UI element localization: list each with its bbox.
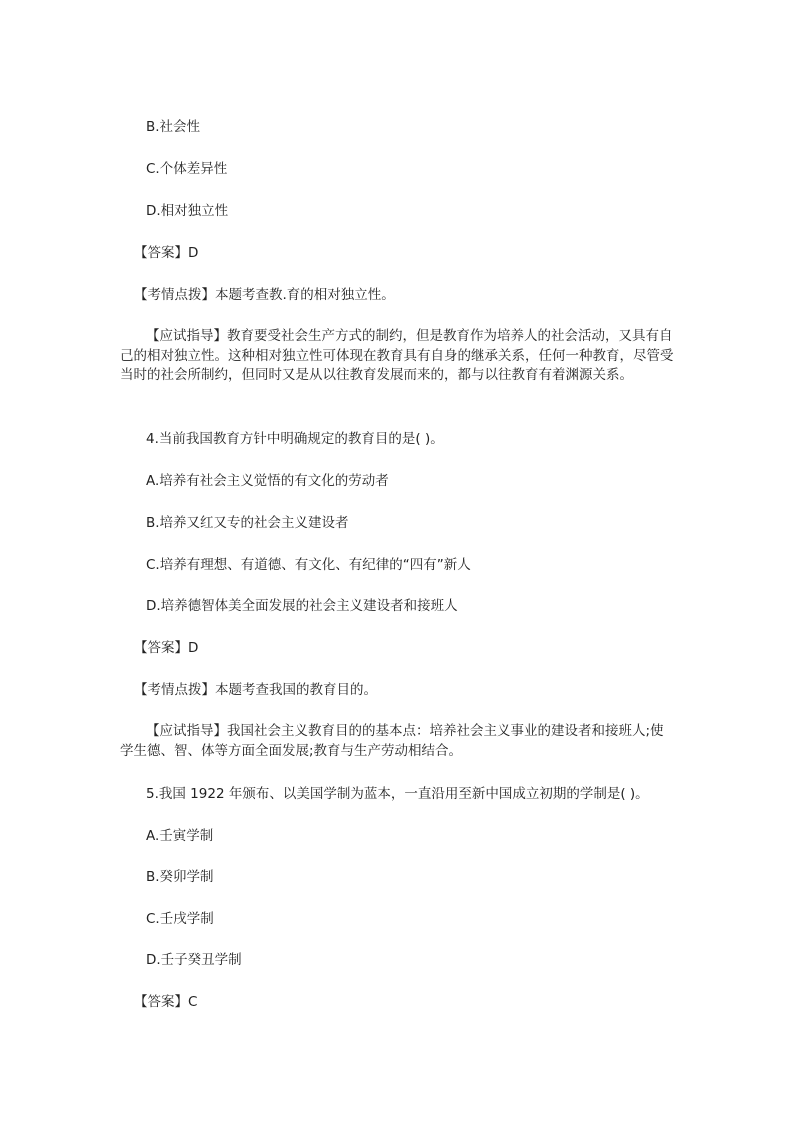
q5-option-a: A.壬寅学制 (146, 828, 214, 844)
q5-question: 5.我国 1922 年颁布、以美国学制为蓝本，一直沿用至新中国成立初期的学制是( )。 (146, 786, 649, 802)
q4-analysis: 【考情点拨】本题考查我国的教育目的。 (134, 682, 377, 698)
q4-answer: 【答案】D (134, 640, 199, 656)
q3-answer: 【答案】D (134, 245, 199, 261)
q4-option-d: D.培养德智体美全面发展的社会主义建设者和接班人 (146, 598, 458, 614)
q5-option-d: D.壬子癸丑学制 (146, 952, 242, 968)
q4-option-b: B.培养又红又专的社会主义建设者 (146, 515, 349, 531)
q4-option-c: C.培养有理想、有道德、有文化、有纪律的“四有”新人 (146, 557, 471, 573)
q4-option-a: A.培养有社会主义觉悟的有文化的劳动者 (146, 473, 389, 489)
q5-answer: 【答案】C (134, 994, 198, 1010)
q3-option-c: C.个体差异性 (146, 161, 228, 177)
q5-option-b: B.癸卯学制 (146, 869, 214, 885)
q3-guide: 【应试指导】教育要受社会生产方式的制约，但是教育作为培养人的社会活动，又具有自己的相对独立性。这种相对独立性可体现在教育具有自身的继承关系，任何一种教育，尽管受当时的社会所制约，但同时又是从以往教育发展而来的，都与以往教育有着渊源关系。 (120, 328, 674, 383)
q3-analysis: 【考情点拨】本题考查教.育的相对独立性。 (134, 287, 395, 303)
q3-option-b: B.社会性 (146, 119, 201, 135)
q4-guide: 【应试指导】我国社会主义教育目的的基本点：培养社会主义事业的建设者和接班人;使学生德、智、体等方面全面发展;教育与生产劳动相结合。 (120, 723, 664, 759)
q3-option-d: D.相对独立性 (146, 203, 229, 219)
q5-option-c: C.壬戌学制 (146, 911, 214, 927)
q4-question: 4.当前我国教育方针中明确规定的教育目的是( )。 (146, 431, 444, 447)
